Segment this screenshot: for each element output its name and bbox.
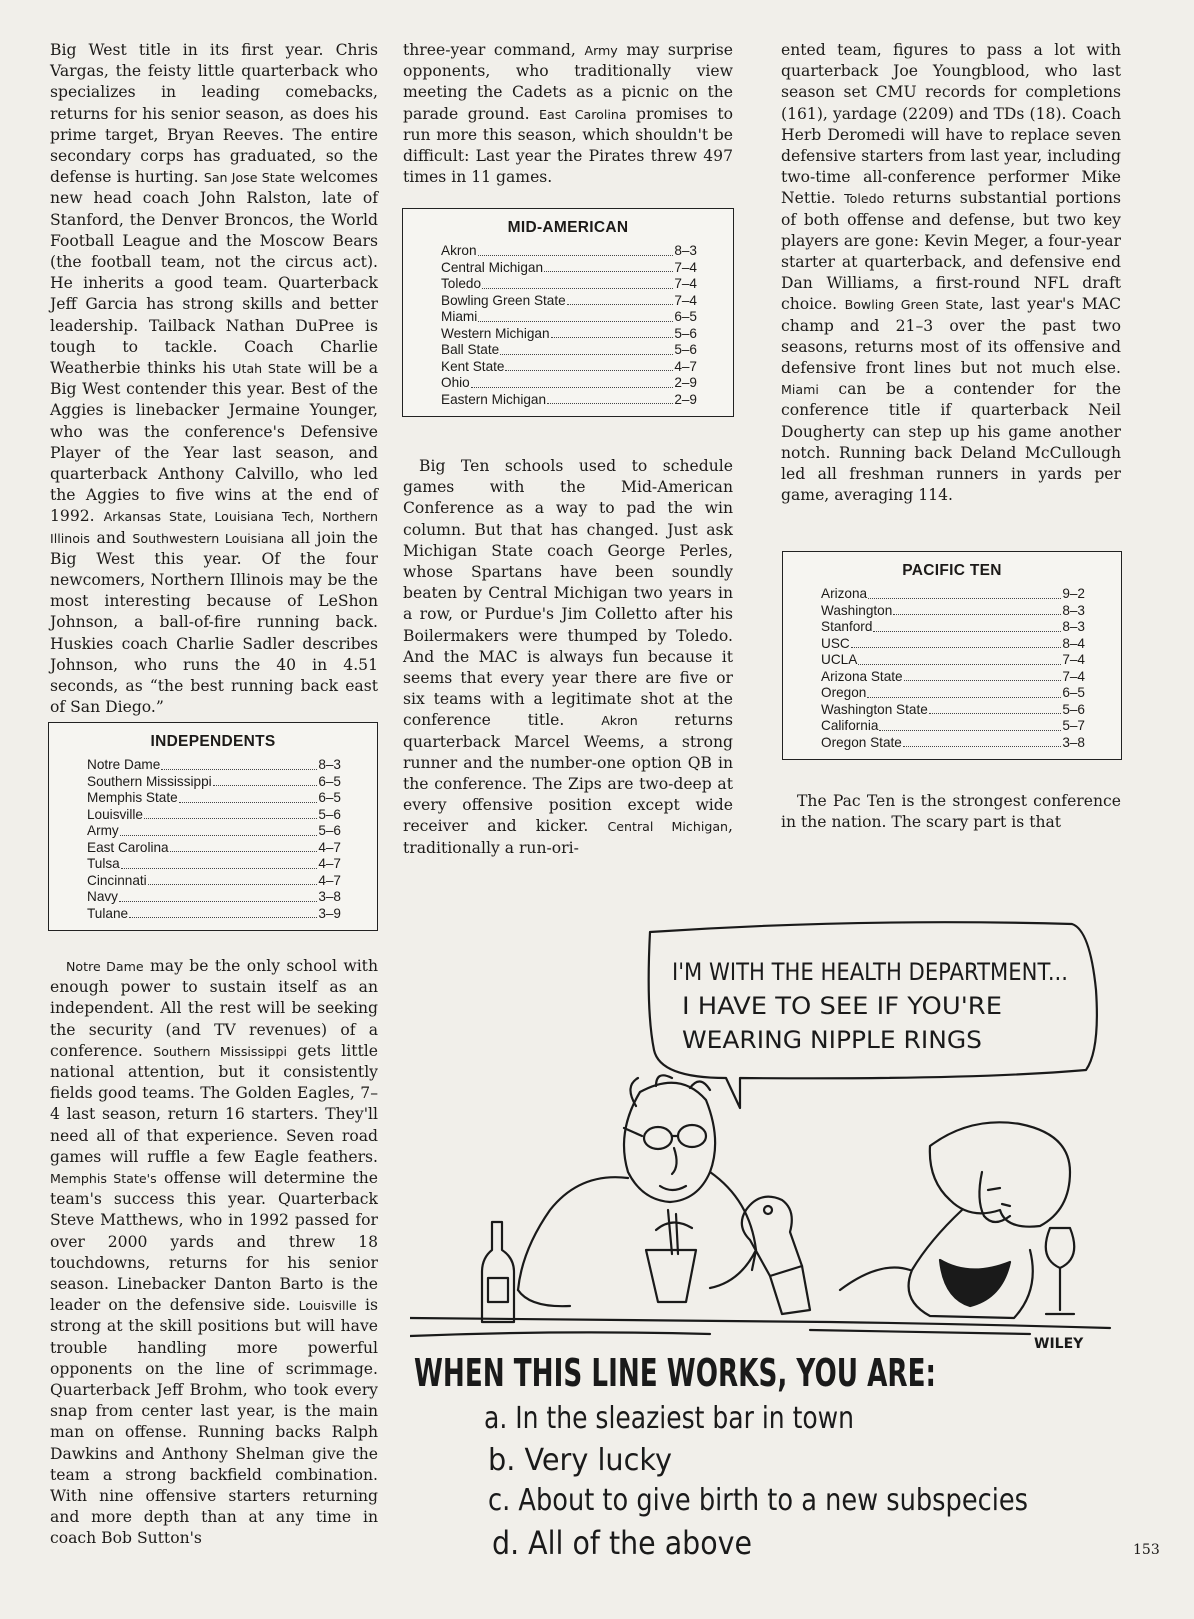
team-name: Akron: [601, 713, 638, 729]
standings-row: [821, 636, 1085, 653]
team-name: Cincinnati: [87, 872, 147, 888]
wine-glass: [1046, 1228, 1074, 1314]
standings-row: [441, 309, 697, 326]
standings-row: [441, 342, 697, 359]
standings-row: [441, 293, 697, 310]
standings-row: [441, 326, 697, 343]
team-record: 7–4: [1062, 652, 1085, 667]
dot-leader: [471, 375, 674, 388]
team-name: Memphis State: [87, 790, 178, 805]
text-segment: may be the only school with enough power to sustain itself as an independent. All the rest will be seeking the security (and TV revenues) of a conference.: [50, 957, 378, 1060]
standings-row: [441, 243, 697, 260]
team-name: Tulane: [87, 905, 129, 921]
team-name: Miami: [781, 382, 819, 398]
article-column-1b: [50, 956, 378, 1550]
text-segment: offense will determine the team's success this year. Quarterback Steve Matthews, who in 1992 passed for over 2000 yards and threw 18 touchdowns, returns for his senior season. Linebacker Danton Barto is the leader on the defensive side.: [50, 1169, 378, 1315]
standings-row: [87, 757, 341, 774]
text-segment: Big Ten schools used to schedule games with the Mid-American Conference as a way to pad the win column. But that has changed. Just ask Michigan State coach George Perles, whose Spartans have been soundly beaten by Central Michigan two years in a row, or Purdue's Jim Colletto after his Boilermakers were thumped by Toledo. And the MAC is always fun because it seems that every year there are five or six teams with a legitimate shot at the conference title.: [403, 457, 733, 730]
team-record: 3–9: [318, 905, 341, 921]
team-name: East Carolina: [539, 106, 627, 122]
team-record: 8–4: [1062, 635, 1085, 651]
article-paragraph: [781, 791, 1121, 833]
team-record: 5–6: [318, 806, 341, 822]
team-record: 4–7: [674, 358, 697, 374]
team-record: 5–6: [1062, 701, 1085, 717]
woman-hair: [930, 1122, 1070, 1226]
standings-title: MID-AMERICAN: [507, 219, 629, 236]
team-record: 6–5: [318, 790, 341, 805]
standings-row: [441, 276, 697, 293]
text-segment: gets little national attention, but it consistently fields good teams. The Golden Eagles, 7–4 last season, return 16 starters. They'll need all of that experience. Seven road games will ruffle a few Eagle feathers.: [50, 1041, 379, 1166]
standings-row: [821, 735, 1085, 752]
standings-list: [49, 757, 377, 922]
dot-leader: [867, 685, 1061, 698]
team-record: 8–3: [674, 243, 697, 258]
dot-leader: [551, 326, 674, 339]
dot-leader: [904, 669, 1062, 682]
team-name: Western Michigan: [441, 325, 550, 341]
team-name: USC: [821, 635, 850, 651]
standings-row: [87, 823, 341, 840]
standings-row: [87, 840, 341, 857]
article-column-3b: [781, 791, 1121, 833]
team-name: Southern Mississippi: [87, 773, 212, 789]
text-segment: will be a Big West contender this year. Best of the Aggies is linebacker Jermaine Younger, who was the conference's Defensive Player of the Year last season, and quarterback Anthony Calvillo, who led the Aggies to five wins at the end of 1992.: [50, 359, 379, 526]
team-name: Notre Dame: [66, 959, 144, 974]
team-record: 7–4: [674, 276, 697, 291]
team-name: East Carolina: [87, 839, 169, 855]
dot-leader: [482, 276, 673, 289]
dot-leader: [120, 823, 318, 836]
standings-row: [441, 392, 697, 409]
dot-leader: [879, 718, 1061, 731]
article-column-1: [50, 40, 378, 719]
dot-leader: [148, 873, 318, 886]
team-name: Central Michigan: [441, 259, 543, 275]
team-record: 6–5: [1062, 685, 1085, 700]
standings-title: PACIFIC TEN: [902, 562, 1002, 579]
caption-option-c: c. About to give birth to a new subspecies: [488, 1483, 1028, 1518]
standings-row: [821, 685, 1085, 702]
standings-row: [87, 774, 341, 791]
dot-leader: [505, 359, 673, 372]
team-name: Toledo: [441, 276, 482, 291]
team-record: 5–6: [674, 325, 697, 341]
team-name: Southern Mississippi: [153, 1043, 288, 1059]
text-segment: promises to run more this season, which shouldn't be difficult: Last year the Pirates threw 497 times in 11 games.: [403, 104, 733, 187]
text-segment: may surprise opponents, who traditionally view meeting the Cadets as a picnic on the parade ground.: [403, 41, 733, 123]
standings-box-independents: [48, 722, 378, 931]
dot-leader: [119, 889, 317, 902]
team-record: 9–2: [1062, 586, 1085, 601]
standings-row: [821, 586, 1085, 603]
standings-row: [821, 652, 1085, 669]
caption-option-d: d. All of the above: [492, 1524, 752, 1562]
drink-glass: [646, 1250, 696, 1302]
speech-line-1: I'M WITH THE HEALTH DEPARTMENT...: [672, 958, 1068, 986]
team-record: 8–3: [318, 757, 341, 772]
team-record: 4–7: [318, 839, 341, 855]
standings-row: [821, 669, 1085, 686]
text-segment: Big West title in its first year. Chris Vargas, the feisty little quarterback who specializes in leading comebacks, returns for his senior season, as does his prime target, Bryan Reeves. The entire secondary corps has graduated, so the defense is hurting.: [50, 41, 378, 187]
dot-leader: [929, 702, 1062, 715]
team-record: 6–5: [318, 773, 341, 789]
dot-leader: [547, 392, 673, 405]
team-name: Eastern Michigan: [441, 391, 547, 407]
article-paragraph: [781, 40, 1121, 506]
team-name: Notre Dame: [87, 757, 161, 772]
team-record: 8–3: [1062, 619, 1085, 634]
standings-row: [821, 702, 1085, 719]
standings-row: [87, 790, 341, 807]
team-name: Army: [87, 823, 119, 838]
team-name: San Jose State: [203, 170, 296, 186]
text-segment: ented team, figures to pass a lot with quarterback Joe Youngblood, who last season set CMU records for completions (161), yardage (2209) and TDs (18). Coach Herb Deromedi will have to replace seven defensive starters from last year, including two-time all-conference performer Mike Nettie.: [781, 41, 1121, 208]
team-name: Stanford: [821, 619, 873, 634]
team-name: Utah State: [232, 361, 302, 377]
team-record: 4–7: [318, 856, 341, 871]
standings-row: [821, 603, 1085, 620]
standings-row: [87, 889, 341, 906]
dot-leader: [213, 774, 318, 787]
team-name: Arkansas State, Louisiana Tech, Northern Illinois: [50, 509, 378, 546]
team-name: Washington State: [821, 701, 928, 717]
dot-leader: [170, 840, 318, 853]
woman-face: [979, 1172, 1010, 1222]
dot-leader: [851, 636, 1062, 649]
team-record: 5–7: [1062, 718, 1085, 733]
dot-leader: [868, 586, 1061, 599]
dot-leader: [161, 757, 317, 770]
cartoonist-signature: WILEY: [1034, 1336, 1084, 1352]
team-name: Toledo: [844, 191, 885, 207]
team-name: Ohio: [441, 375, 470, 390]
dot-leader: [500, 342, 673, 355]
team-record: 5–6: [318, 823, 341, 838]
team-name: Army: [584, 43, 618, 58]
article-paragraph: [403, 456, 733, 859]
standings-row: [87, 807, 341, 824]
dot-leader: [478, 243, 674, 256]
team-name: Oregon State: [821, 734, 902, 750]
dot-leader: [567, 293, 674, 306]
standings-list: [403, 243, 733, 408]
text-segment: returns substantial portions of both offense and defense, but two key players are gone: Kevin Meger, a four-year starter at quarterback, and defensive end Dan Williams, a first-round NFL draft choice.: [781, 189, 1121, 314]
team-name: Louisville: [298, 1298, 357, 1314]
caption-option-b: b. Very lucky: [488, 1443, 672, 1478]
team-name: Kent State: [441, 358, 505, 374]
speech-line-2: I HAVE TO SEE IF YOU'RE: [682, 992, 1002, 1020]
dot-leader: [873, 619, 1061, 632]
standings-row: [441, 359, 697, 376]
team-name: Tulsa: [87, 856, 120, 871]
dot-leader: [144, 807, 317, 820]
standings-list: [783, 586, 1121, 751]
page-number: 153: [1133, 1542, 1160, 1558]
team-record: 7–4: [1062, 668, 1085, 684]
dot-leader: [478, 309, 673, 322]
standings-row: [441, 260, 697, 277]
dot-leader: [121, 856, 318, 869]
standings-row: [441, 375, 697, 392]
text-segment: returns quarterback Marcel Weems, a strong runner and the number-one option QB in the conference. The Zips are two-deep at every offensive position except wide receiver and kicker.: [403, 711, 733, 836]
standings-box-mid-american: [402, 208, 734, 417]
bottle: [482, 1222, 514, 1322]
team-name: Bowling Green State: [844, 297, 979, 313]
dot-leader: [893, 603, 1061, 616]
standings-title: INDEPENDENTS: [150, 733, 276, 750]
team-record: 3–8: [1062, 734, 1085, 750]
team-record: 4–7: [318, 872, 341, 888]
text-segment: can be a contender for the conference title if quarterback Neil Dougherty can step up his game another notch. Running back Deland McCullough led all freshman runners in yards per game, averaging 114.: [781, 380, 1121, 505]
team-record: 6–5: [674, 309, 697, 324]
text-segment: , last year's MAC champ and 21–3 over the past two seasons, returns most of its offensive and defensive front lines but not much else.: [781, 295, 1122, 378]
standings-box-pacific-ten: [782, 551, 1122, 760]
team-name: Memphis State's: [50, 1171, 157, 1187]
bar-counter: [410, 1318, 1110, 1328]
team-name: Arizona: [821, 586, 868, 601]
team-record: 5–6: [674, 342, 697, 357]
article-paragraph: [403, 40, 733, 188]
text-segment: The Pac Ten is the strongest conference in the nation. The scary part is that: [781, 792, 1121, 832]
standings-row: [821, 619, 1085, 636]
man-head: [624, 1083, 715, 1202]
speech-line-3: WEARING NIPPLE RINGS: [682, 1026, 982, 1054]
team-record: 3–8: [318, 889, 341, 904]
caption-option-a: a. In the sleaziest bar in town: [484, 1401, 854, 1436]
standings-row: [821, 718, 1085, 735]
article-paragraph: [50, 40, 378, 719]
team-name: Arizona State: [821, 668, 903, 684]
team-name: Akron: [441, 243, 477, 258]
team-name: Washington: [821, 602, 893, 618]
text-segment: is strong at the skill positions but will have trouble handling more powerful opponents on the line of scrimmage. Quarterback Jeff Brohm, who took every snap from center last year, is the main man on offense. Running backs Ralph Dawkins and Anthony Shelman give the team a strong backfield combination. With nine offensive starters returning and more depth than at any time in coach Bob Sutton's: [50, 1296, 378, 1548]
dot-leader: [903, 735, 1061, 748]
team-record: 7–4: [674, 292, 697, 308]
text-segment: welcomes new head coach John Ralston, late of Stanford, the Denver Broncos, the World Football League and the Moscow Bears (the football team, not the circus act). He inherits a good team. Quarterback Jeff Garcia has strong skills and better leadership. Tailback Nathan DuPree is tough to tackle. Coach Charlie Weatherbie thinks his: [50, 168, 378, 378]
team-name: Bowling Green State: [441, 292, 566, 308]
standings-row: [87, 873, 341, 890]
team-name: Oregon: [821, 685, 867, 700]
dot-leader: [129, 906, 317, 919]
article-column-2b: [403, 456, 733, 859]
text-segment: three-year command,: [403, 41, 585, 59]
team-name: Navy: [87, 889, 118, 904]
dot-leader: [544, 260, 673, 273]
dot-leader: [858, 652, 1061, 665]
man-body: [518, 1172, 756, 1290]
text-segment: all join the Big West this year. Of the four newcomers, Northern Illinois may be the most interesting because of LeShon Johnson, a ball-of-fire running back. Huskies coach Charlie Sadler describes Johnson, who runs the 40 in 4.51 seconds, as “the best running back east of San Diego.”: [50, 528, 378, 717]
team-record: 8–3: [1062, 602, 1085, 618]
team-name: Southwestern Louisiana: [132, 530, 285, 546]
text-segment: , traditionally a run-ori-: [403, 817, 733, 857]
team-name: Ball State: [441, 342, 500, 357]
dot-leader: [179, 790, 318, 803]
team-name: UCLA: [821, 652, 858, 667]
text-segment: and: [89, 528, 133, 547]
team-record: 2–9: [674, 391, 697, 407]
team-record: 7–4: [674, 259, 697, 275]
team-name: Central Michigan: [607, 819, 729, 835]
team-name: Louisville: [87, 806, 143, 822]
team-record: 2–9: [674, 375, 697, 390]
article-column-2: [403, 40, 733, 188]
caption-heading: WHEN THIS LINE WORKS, YOU ARE:: [414, 1351, 936, 1395]
article-paragraph: [50, 956, 378, 1550]
standings-row: [87, 906, 341, 923]
cartoon-illustration: [410, 910, 1120, 1570]
standings-row: [87, 856, 341, 873]
team-name: California: [821, 718, 879, 733]
article-column-3: [781, 40, 1121, 506]
team-name: Miami: [441, 309, 478, 324]
